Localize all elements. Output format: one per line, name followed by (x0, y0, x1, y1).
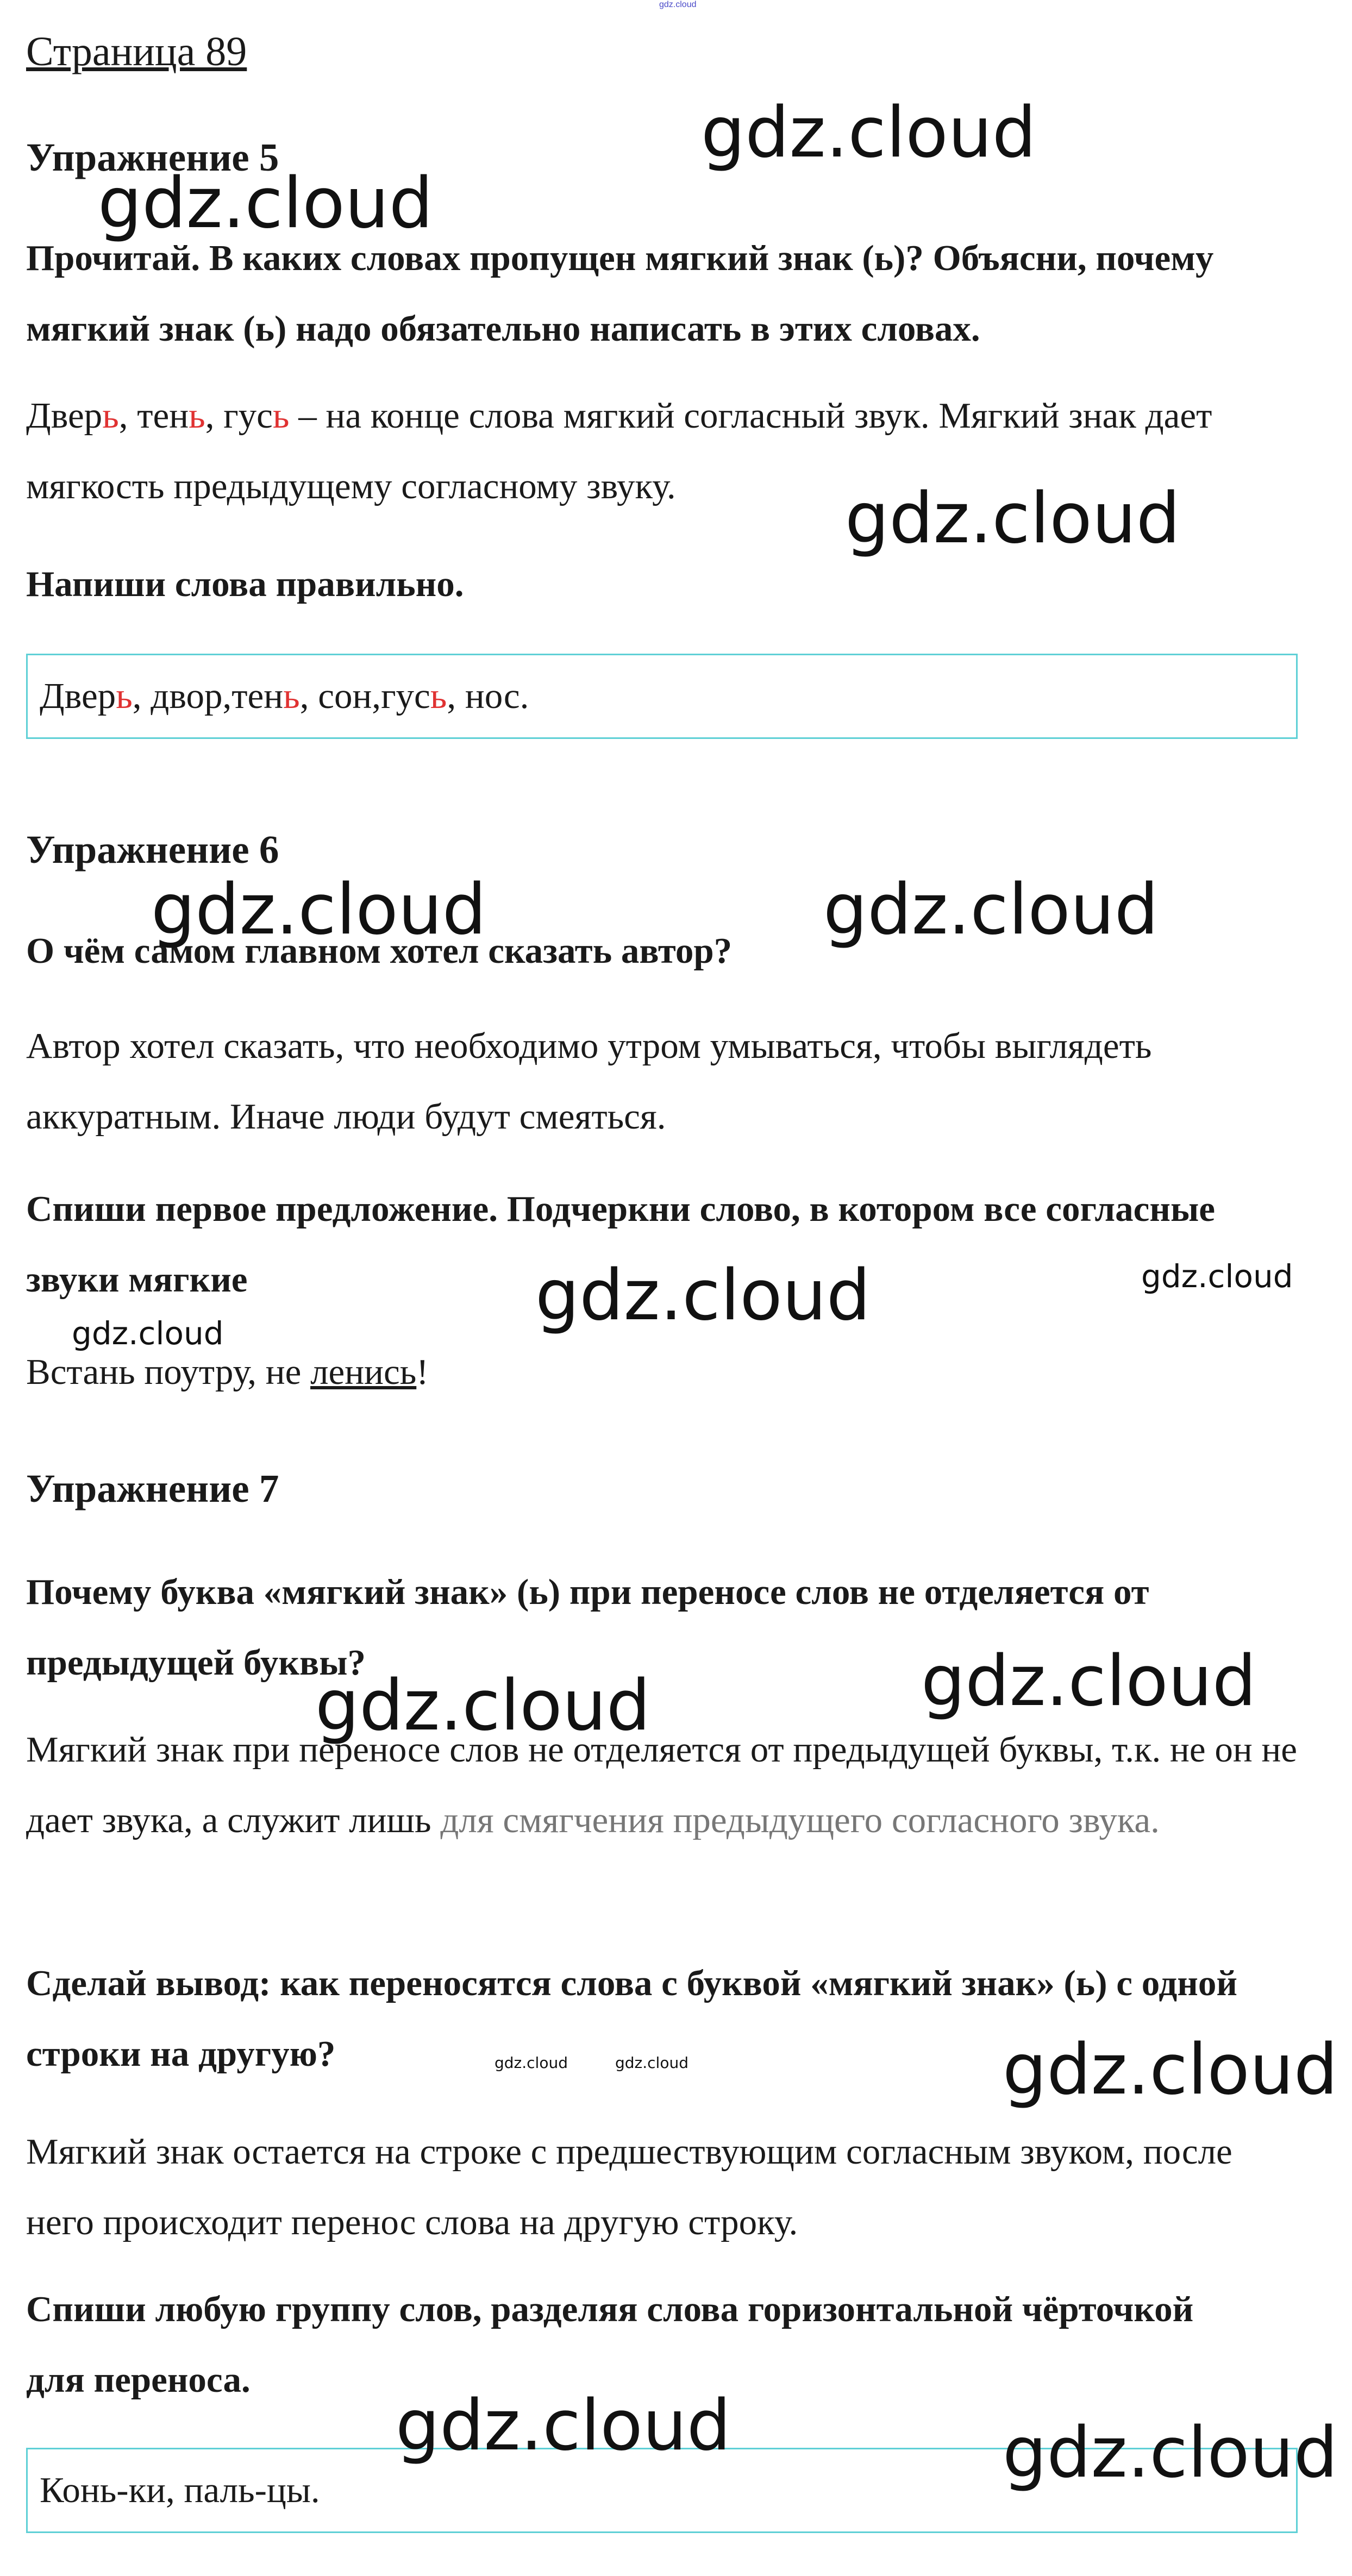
watermark: gdz.cloud (535, 1255, 871, 1336)
watermark: gdz.cloud (98, 163, 433, 244)
exercise-6-title: Упражнение 6 (26, 828, 279, 872)
exercise-6-answer-2: Встань поутру, не ленись! (26, 1352, 429, 1392)
exercise-7-title: Упражнение 7 (26, 1466, 279, 1510)
watermark: gdz.cloud (495, 2054, 568, 2072)
watermark: gdz.cloud (701, 92, 1036, 173)
exercise-7-question-3: Спиши любую группу слов, разделяя слова горизонтальной чёрточкой для переноса. (26, 2289, 1194, 2400)
top-watermark: gdz.cloud (659, 0, 697, 9)
page-title: Страница 89 (26, 29, 247, 74)
exercise-5-question-1: Прочитай. В каких словах пропущен мягкий знак (ь)? Объясни, почему мягкий знак (ь) надо обязательно написать в этих словах. (26, 238, 1214, 349)
exercise-7-answer-box: Конь-ки, паль-цы. (26, 2448, 1298, 2533)
watermark: gdz.cloud (315, 1665, 650, 1746)
watermark: gdz.cloud (151, 869, 486, 950)
watermark: gdz.cloud (615, 2054, 688, 2072)
exercise-6-answer-1: Автор хотел сказать, что необходимо утром умываться, чтобы выглядеть аккуратным. Иначе люди будут смеяться. (26, 1026, 1152, 1137)
exercise-5-answer-1: Дверь, тень, гусь – на конце слова мягкий согласный звук. Мягкий знак дает мягкость предыдущему согласному звуку. (26, 396, 1212, 506)
watermark: gdz.cloud (823, 869, 1159, 950)
exercise-6-question-2: Спиши первое предложение. Подчеркни слово, в котором все согласные звуки мягкие (26, 1189, 1216, 1300)
watermark: gdz.cloud (1003, 2412, 1338, 2493)
watermark: gdz.cloud (845, 478, 1180, 559)
exercise-5-question-2: Напиши слова правильно. (26, 564, 464, 604)
exercise-7-question-1: Почему буква «мягкий знак» (ь) при переносе слов не отделяется от предыдущей буквы? (26, 1572, 1149, 1683)
exercise-5-answer-box: Двер ь , двор, тен ь , сон, гус ь , нос. (26, 654, 1298, 739)
watermark: gdz.cloud (72, 1315, 224, 1352)
watermark: gdz.cloud (921, 1641, 1256, 1722)
exercise-7-answer-1: Мягкий знак при переносе слов не отделяется от предыдущей буквы, т.к. не он не дает звука, а служит лишь для смягчения предыдущего согласного звука. (26, 1729, 1298, 1840)
watermark: gdz.cloud (396, 2385, 731, 2466)
exercise-7-question-2: Сделай вывод: как переносятся слова с буквой «мягкий знак» (ь) с одной строки на другую? (26, 1963, 1237, 2074)
underlined-word: ленись (310, 1352, 417, 1392)
watermark: gdz.cloud (1003, 2029, 1338, 2110)
watermark: gdz.cloud (1141, 1258, 1293, 1295)
exercise-5-title: Упражнение 5 (26, 135, 279, 179)
exercise-6-question-1: О чём самом главном хотел сказать автор? (26, 931, 733, 971)
exercise-7-answer-2: Мягкий знак остается на строке с предшествующим согласным звуком, после него происходит перенос слова на другую строку. (26, 2132, 1232, 2242)
